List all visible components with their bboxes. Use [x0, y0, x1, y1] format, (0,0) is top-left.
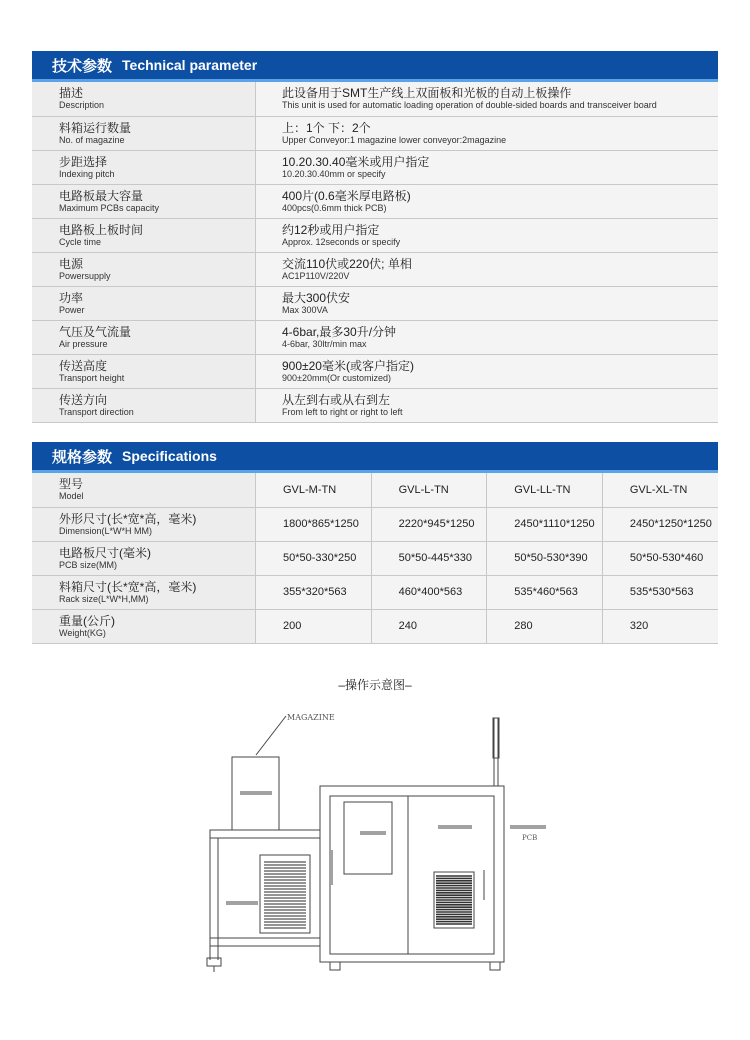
spec-label	[32, 507, 256, 541]
param-label	[32, 116, 256, 150]
param-label-en: Maximum PCBs capacity	[59, 202, 160, 213]
spec-cell: 200	[256, 609, 372, 643]
spec-cell: 460*400*563	[371, 575, 487, 609]
spec-cell: 2450*1110*1250	[487, 507, 603, 541]
spec-label	[32, 541, 256, 575]
specifications-row	[32, 541, 718, 575]
left-vent-hatching	[264, 862, 306, 928]
technical-row	[32, 252, 718, 286]
spec-label-en: Rack size(L*W*H,MM)	[59, 593, 149, 604]
param-value-en: This unit is used for automatic loading operation of double-sided boards and transceiver board	[282, 100, 657, 111]
diagram-caption: –操作示意图–	[338, 678, 412, 692]
param-value	[256, 320, 719, 354]
param-label-en: Description	[59, 100, 105, 111]
param-label	[32, 354, 256, 388]
param-value-en: AC1P110V/220V	[282, 270, 350, 281]
spec-cell: 2220*945*1250	[371, 507, 487, 541]
magazine-pointer	[256, 716, 286, 755]
spec-label-cn: 料箱尺寸(长*宽*高，毫米)	[59, 579, 197, 594]
spec-label-cn: 重量(公斤)	[59, 613, 115, 628]
spec-cell: GVL-L-TN	[371, 473, 487, 507]
left-vent-panel	[260, 855, 310, 933]
technical-row	[32, 218, 718, 252]
technical-header	[32, 51, 718, 82]
technical-row	[32, 116, 718, 150]
param-value-en: From left to right or right to left	[282, 406, 403, 417]
specifications-title-en: Specifications	[122, 448, 217, 464]
param-value-en: Upper Conveyor:1 magazine lower conveyor:2magazine	[282, 134, 507, 145]
spec-cell: 240	[371, 609, 487, 643]
spec-cell: GVL-XL-TN	[602, 473, 718, 507]
param-value-cn: 交流110伏或220伏; 单相	[282, 256, 412, 271]
param-value	[256, 116, 719, 150]
param-label-cn: 电路板最大容量	[59, 188, 144, 203]
technical-row	[32, 388, 718, 422]
specifications-row	[32, 609, 718, 643]
param-value	[256, 184, 719, 218]
specifications-table	[32, 473, 718, 644]
param-label	[32, 320, 256, 354]
specifications-row	[32, 507, 718, 541]
spec-cell: 280	[487, 609, 603, 643]
specifications-header	[32, 442, 718, 473]
param-value	[256, 354, 719, 388]
param-value-cn: 上：1个 下：2个	[282, 120, 371, 135]
param-value	[256, 150, 719, 184]
spec-cell: 50*50-330*250	[256, 541, 372, 575]
technical-row	[32, 150, 718, 184]
spec-label-cn: 外形尺寸(长*宽*高，毫米)	[59, 511, 197, 526]
param-value	[256, 218, 719, 252]
spec-cell: 320	[602, 609, 718, 643]
param-value	[256, 388, 719, 422]
spec-label	[32, 575, 256, 609]
param-value-cn: 此设备用于SMT生产线上双面板和光板的自动上板操作	[282, 86, 572, 101]
param-label	[32, 150, 256, 184]
param-value-cn: 4-6bar,最多30升/分钟	[282, 324, 397, 339]
spec-cell: 535*530*563	[602, 575, 718, 609]
param-label-en: Air pressure	[59, 338, 108, 349]
param-label	[32, 184, 256, 218]
param-label	[32, 388, 256, 422]
specifications-title-cn: 规格参数	[52, 448, 113, 466]
param-label-en: Transport direction	[59, 406, 134, 417]
spec-cell: 535*460*563	[487, 575, 603, 609]
param-label-cn: 步距选择	[59, 154, 108, 169]
spec-label	[32, 473, 256, 507]
spec-label-cn: 电路板尺寸(毫米)	[59, 545, 151, 560]
specifications-row	[32, 575, 718, 609]
specifications-row	[32, 473, 718, 507]
technical-title-cn: 技术参数	[52, 57, 113, 75]
param-value-en: 400pcs(0.6mm thick PCB)	[282, 202, 387, 213]
param-value-en: 900±20mm(Or customized)	[282, 372, 391, 383]
param-value-en: 10.20.30.40mm or specify	[282, 168, 386, 179]
param-label-cn: 电源	[59, 256, 84, 271]
param-value	[256, 286, 719, 320]
param-label-en: Cycle time	[59, 236, 102, 247]
param-label-cn: 传送方向	[59, 392, 108, 407]
param-label-en: Powersupply	[59, 270, 111, 281]
param-label	[32, 286, 256, 320]
param-value-cn: 400片(0.6毫米厚电路板)	[282, 188, 411, 203]
spec-cell: 2450*1250*1250	[602, 507, 718, 541]
param-value-en: Approx. 12seconds or specify	[282, 236, 401, 247]
technical-row	[32, 184, 718, 218]
technical-row	[32, 320, 718, 354]
magazine-label: MAGAZINE	[287, 713, 335, 722]
technical-row	[32, 82, 718, 116]
param-label-cn: 传送高度	[59, 358, 108, 373]
spec-label-cn: 型号	[59, 477, 84, 492]
spec-label-en: Weight(KG)	[59, 627, 106, 638]
param-value-cn: 900±20毫米(或客户指定)	[282, 358, 414, 373]
spec-cell: GVL-LL-TN	[487, 473, 603, 507]
spec-label-en: PCB size(MM)	[59, 559, 117, 570]
param-label-en: No. of magazine	[59, 134, 125, 145]
spec-cell: 355*320*563	[256, 575, 372, 609]
technical-row	[32, 286, 718, 320]
param-value-cn: 10.20.30.40毫米或用户指定	[282, 154, 430, 169]
technical-row	[32, 354, 718, 388]
spec-cell: 50*50-530*460	[602, 541, 718, 575]
param-value	[256, 82, 719, 116]
spec-cell: 50*50-445*330	[371, 541, 487, 575]
param-value-cn: 最大300伏安	[282, 290, 351, 305]
param-label-cn: 电路板上板时间	[59, 222, 144, 237]
spec-label	[32, 609, 256, 643]
param-label	[32, 82, 256, 116]
spec-cell: 50*50-530*390	[487, 541, 603, 575]
param-label-en: Transport height	[59, 372, 125, 383]
param-value-cn: 约12秒或用户指定	[282, 222, 380, 237]
param-label-en: Power	[59, 304, 85, 315]
param-label-en: Indexing pitch	[59, 168, 115, 179]
spec-cell: GVL-M-TN	[256, 473, 372, 507]
param-value-en: Max 300VA	[282, 304, 328, 315]
param-label	[32, 218, 256, 252]
spec-cell: 1800*865*1250	[256, 507, 372, 541]
spec-label-en: Dimension(L*W*H MM)	[59, 525, 153, 536]
right-vent-hatching	[436, 876, 472, 924]
param-label	[32, 252, 256, 286]
param-label-cn: 功率	[59, 290, 84, 305]
technical-title-en: Technical parameter	[122, 57, 258, 73]
param-value-en: 4-6bar, 30ltr/min max	[282, 338, 367, 349]
spec-label-en: Model	[59, 491, 84, 502]
param-label-cn: 气压及气流量	[59, 324, 132, 339]
technical-table	[32, 82, 718, 423]
param-value-cn: 从左到右或从右到左	[282, 392, 391, 407]
param-label-cn: 描述	[59, 86, 84, 101]
machine-diagram	[0, 700, 750, 990]
param-label-cn: 料箱运行数量	[59, 120, 132, 135]
param-value	[256, 252, 719, 286]
pcb-label: PCB	[522, 834, 538, 842]
